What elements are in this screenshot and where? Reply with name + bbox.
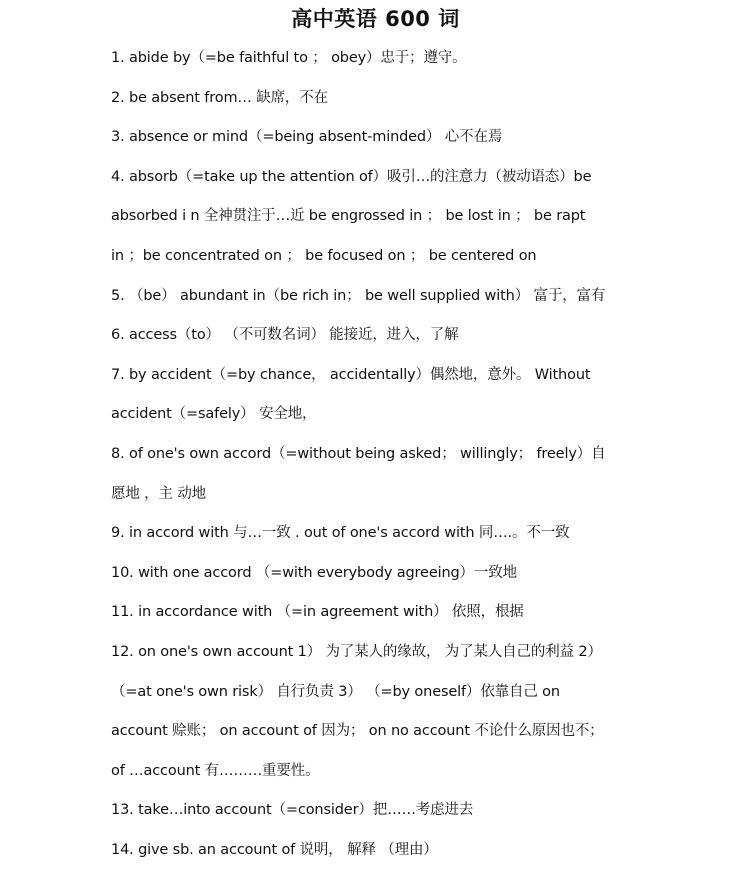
vocabulary-list [111, 43, 736, 874]
text-line-12: 愿地 ，主 动地 [111, 485, 207, 502]
text-line-13: 9. in accord with 与…一致 . out of one's accord with 同….。不一致 [111, 525, 570, 542]
text-line-18: account 赊账； on account of 因为； on no account 不论什么原因也不； [111, 723, 604, 740]
text-line-21: 14. give sb. an account of 说明， 解释 （理由） [111, 841, 438, 858]
text-line-7: 5. （be） abundant in（be rich in； be well supplied with） 富于，富有 [111, 287, 606, 304]
text-line-14: 10. with one accord （=with everybody agreeing）一致地 [111, 564, 517, 581]
text-line-17: （=at one's own risk） 自行负责 3） （=by oneself）依靠自己 on [111, 683, 560, 700]
page-title: 高中英语 600 词 [291, 7, 460, 31]
text-line-3: 3. absence or mind（=being absent-minded） 心不在焉 [111, 129, 503, 146]
text-line-10: accident（=safely） 安全地， [111, 406, 317, 423]
text-line-20: 13. take…into account（=consider）把……考虑进去 [111, 802, 474, 819]
text-line-16: 12. on one's own account 1） 为了某人的缘故， 为了某人自己的利益 2） [111, 643, 602, 660]
text-line-2: 2. be absent from… 缺席，不在 [111, 89, 328, 106]
text-line-11: 8. of one's own accord（=without being asked； willingly； freely）自 [111, 445, 606, 462]
text-line-19: of …account 有………重要性。 [111, 762, 320, 779]
text-line-5: absorbed i n 全神贯注于…近 be engrossed in ； be lost in ； be rapt [111, 208, 586, 225]
text-line-8: 6. access（to） （不可数名词） 能接近，进入，了解 [111, 327, 459, 344]
text-line-15: 11. in accordance with （=in agreement with） 依照，根据 [111, 604, 524, 621]
text-line-1: 1. abide by（=be faithful to ； obey）忠于；遵守。 [111, 50, 467, 66]
text-line-6: in ；be concentrated on ； be focused on ； be centered on [111, 247, 537, 264]
text-line-9: 7. by accident（=by chance， accidentally）偶然地，意外。 Without [111, 366, 591, 383]
text-line-4: 4. absorb（=take up the attention of）吸引…的注意力（被动语态）be [111, 168, 592, 185]
